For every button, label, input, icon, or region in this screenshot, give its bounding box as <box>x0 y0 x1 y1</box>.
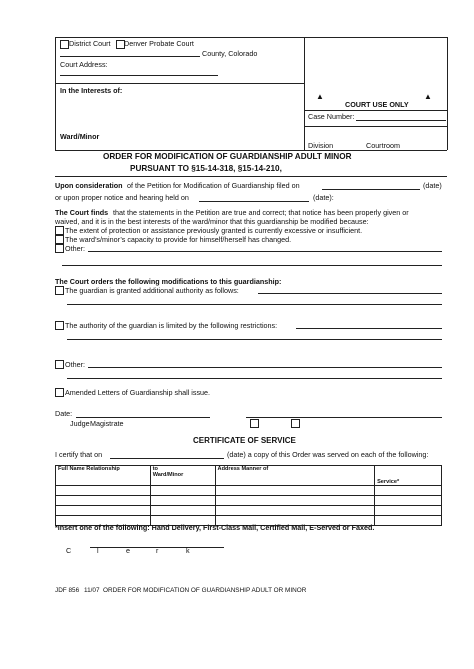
consideration-text: of the Petition for Modification of Guardianship filed on <box>127 181 300 190</box>
hearing-date-label: (date): <box>313 193 334 202</box>
order-additional-authority-label: The guardian is granted additional authority as follows: <box>65 286 239 295</box>
order-additional-authority-checkbox[interactable] <box>55 286 64 295</box>
petition-date-line[interactable] <box>322 189 420 190</box>
finding-excessive-label: The extent of protection or assistance previously granted is currently excessive or insufficient. <box>65 226 363 235</box>
order-other-checkbox[interactable] <box>55 360 64 369</box>
service-method-note: *Insert one of the following: Hand Delivery, First-Class Mail, Certified Mail, E-Served or Faxed. <box>55 523 375 532</box>
judge-signature-line[interactable] <box>246 417 442 418</box>
additional-authority-line-1[interactable] <box>258 293 442 294</box>
order-date-line[interactable] <box>76 417 210 418</box>
finding-excessive-checkbox[interactable] <box>55 226 64 235</box>
up-arrow-right-icon: ▲ <box>424 92 432 101</box>
up-arrow-left-icon: ▲ <box>316 92 324 101</box>
limited-authority-line-2[interactable] <box>67 339 442 340</box>
finding-other-line-1[interactable] <box>88 251 442 252</box>
clerk-letter-e: e <box>126 546 130 555</box>
court-address-line-2[interactable] <box>56 83 304 84</box>
service-table-header <box>56 466 442 486</box>
clerk-letter-l: l <box>97 546 99 555</box>
orders-heading: The Court orders the following modifications to this guardianship: <box>55 277 282 286</box>
service-table <box>55 465 442 526</box>
header-to: to <box>152 466 158 472</box>
findings-lead: The Court finds <box>55 208 109 217</box>
amended-letters-label: Amended Letters of Guardianship shall issue. <box>65 388 211 397</box>
amended-letters-checkbox[interactable] <box>55 388 64 397</box>
clerk-letter-r: r <box>156 546 159 555</box>
header-address: Address <box>217 466 240 472</box>
order-limited-authority-label: The authority of the guardian is limited by the following restrictions: <box>65 321 278 330</box>
ward-minor-label: Ward/Minor <box>60 132 100 141</box>
judge-checkbox[interactable] <box>250 419 259 428</box>
table-row[interactable] <box>56 506 442 516</box>
header-manner: Manner <box>241 466 262 472</box>
county-input-line[interactable] <box>60 56 200 57</box>
case-number-label: Case Number: <box>308 112 355 121</box>
header-ward-minor: Ward/Minor <box>152 472 184 478</box>
denver-probate-label: Denver Probate Court <box>124 39 194 48</box>
district-court-label: District Court <box>69 39 111 48</box>
header-service: Service* <box>377 479 400 485</box>
in-interests-label: In the Interests of: <box>60 86 123 95</box>
finding-capacity-checkbox[interactable] <box>55 235 64 244</box>
limited-authority-line-1[interactable] <box>296 328 442 329</box>
certificate-line-start: I certify that on <box>55 450 103 459</box>
certificate-heading: CERTIFICATE OF SERVICE <box>193 436 296 445</box>
date-label: Date: <box>55 409 73 418</box>
order-limited-authority-checkbox[interactable] <box>55 321 64 330</box>
finding-capacity-label: The ward’s/minor’s capacity to provide for himself/herself has changed. <box>65 235 292 244</box>
petition-date-label: (date) <box>423 181 442 190</box>
court-address-label: Court Address: <box>60 60 108 69</box>
county-suffix: County, Colorado <box>202 49 258 58</box>
order-title-line-2: PURSUANT TO §15-14-318, §15-14-210, <box>130 164 282 173</box>
district-court-checkbox[interactable] <box>60 40 69 49</box>
order-title-line-1: ORDER FOR MODIFICATION OF GUARDIANSHIP ADULT MINOR <box>103 152 352 161</box>
court-address-line-1[interactable] <box>60 75 218 76</box>
service-date-line[interactable] <box>110 458 224 459</box>
table-row[interactable] <box>56 496 442 506</box>
clerk-letter-c: C <box>66 546 72 555</box>
order-other-label: Other: <box>65 360 85 369</box>
magistrate-label: Magistrate <box>90 419 124 428</box>
footer-form-id: JDF 856 <box>55 587 80 594</box>
hearing-text: or upon proper notice and hearing held on <box>55 193 189 202</box>
division-label: Division <box>308 141 334 150</box>
hearing-date-line[interactable] <box>199 201 309 202</box>
header-of: of <box>262 466 269 472</box>
case-number-input-line[interactable] <box>356 120 446 121</box>
order-other-line-1[interactable] <box>88 367 442 368</box>
finding-other-line-2[interactable] <box>62 265 442 266</box>
finding-other-label: Other: <box>65 244 85 253</box>
finding-other-checkbox[interactable] <box>55 244 64 253</box>
certificate-line-rest: (date) a copy of this Order was served on each of the following: <box>227 450 429 459</box>
findings-text: that the statements in the Petition are true and correct; that notice has been properly given or <box>113 208 409 217</box>
judge-label: Judge <box>70 419 90 428</box>
footer-form-title: ORDER FOR MODIFICATION OF GUARDIANSHIP ADULT OR MINOR <box>103 587 307 594</box>
courtroom-label: Courtroom <box>366 141 400 150</box>
order-other-line-2[interactable] <box>67 378 442 379</box>
court-use-only-label: COURT USE ONLY <box>345 100 409 109</box>
findings-text-2: waived, and it is in the best interests of the ward/minor that this guardianship be modified because: <box>55 217 369 226</box>
consideration-lead: Upon consideration <box>55 181 123 190</box>
clerk-letter-k: k <box>186 546 190 555</box>
table-row[interactable] <box>56 486 442 496</box>
header-full-name: Full Name Relationship <box>58 466 120 472</box>
footer-rev: 11/07 <box>84 587 100 594</box>
magistrate-checkbox[interactable] <box>291 419 300 428</box>
additional-authority-line-2[interactable] <box>67 304 442 305</box>
